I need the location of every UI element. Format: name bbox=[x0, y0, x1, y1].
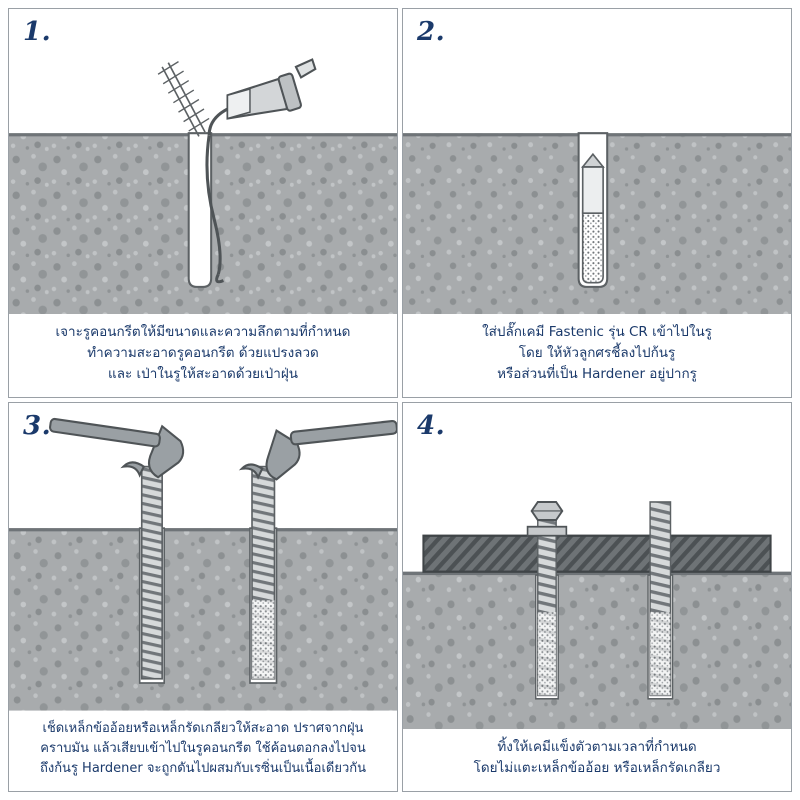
panel-step-3 bbox=[8, 402, 398, 792]
caption-line: เช็ดเหล็กข้ออ้อยหรือเหล็กรัดเกลียวให้สะอาด ปราศจากฝุ่น bbox=[42, 720, 364, 736]
concrete-block-icon bbox=[9, 528, 397, 710]
caption-line: ใส่ปลั๊กเคมี Fastenic รุ่น CR เข้าไปในรู bbox=[482, 324, 712, 341]
caption-line: โดย ให้หัวลูกศรชี้ลงไปก้นรู bbox=[518, 345, 676, 362]
panel-step-2 bbox=[402, 8, 792, 398]
deformed-bar-icon bbox=[650, 502, 670, 695]
caption-line: เจาะรูคอนกรีตให้มีขนาดและความลึกตามที่กำหนด bbox=[55, 324, 351, 341]
step-number-3: 3. bbox=[23, 411, 52, 441]
figure-step-1 bbox=[9, 9, 397, 314]
caption-step-3 bbox=[9, 711, 397, 791]
caption-step-1 bbox=[9, 314, 397, 397]
step-number-2: 2. bbox=[417, 17, 446, 47]
caption-step-2 bbox=[403, 314, 791, 397]
threaded-rod-icon bbox=[538, 511, 556, 695]
concrete-block-icon bbox=[403, 572, 791, 729]
step-number-4: 4. bbox=[417, 411, 446, 441]
caption-line: คราบมัน แล้วเสียบเข้าไปในรูคอนกรีต ใช้ค้อนตอกลงไปจน bbox=[40, 740, 366, 756]
fixture-plate-icon bbox=[423, 536, 770, 572]
wire-brush-icon bbox=[158, 62, 209, 137]
threaded-rod-icon bbox=[142, 467, 162, 679]
caption-line: ทิ้งให้เคมีแข็งตัวตามเวลาที่กำหนด bbox=[497, 739, 697, 756]
caption-step-4 bbox=[403, 729, 791, 791]
claw-hammer-icon bbox=[50, 418, 184, 477]
hex-nut-icon bbox=[532, 502, 563, 520]
figure-step-4 bbox=[403, 403, 791, 729]
caption-line: ทำความสะอาดรูคอนกรีต ด้วยแปรงลวด bbox=[87, 345, 319, 362]
figure-step-3 bbox=[9, 403, 397, 711]
panel-step-4 bbox=[402, 402, 792, 792]
caption-line: โดยไม่แตะเหล็กข้ออ้อย หรือเหล็กรัดเกลียว bbox=[473, 760, 721, 777]
figure-step-2 bbox=[403, 9, 791, 314]
deformed-bar-icon bbox=[252, 467, 274, 679]
chemical-capsule-icon bbox=[583, 154, 603, 282]
caption-line: หรือส่วนที่เป็น Hardener อยู่ปากรู bbox=[497, 366, 697, 383]
step-number-1: 1. bbox=[23, 17, 52, 47]
caption-line: ถึงก้นรู Hardener จะถูกดันไปผสมกับเรซิ่นเป็นเนื้อเดียวกัน bbox=[39, 760, 367, 776]
washer-icon bbox=[528, 527, 567, 536]
caption-line: และ เป่าในรูให้สะอาดด้วยเป่าฝุ่น bbox=[108, 366, 298, 383]
panel-step-1 bbox=[8, 8, 398, 398]
